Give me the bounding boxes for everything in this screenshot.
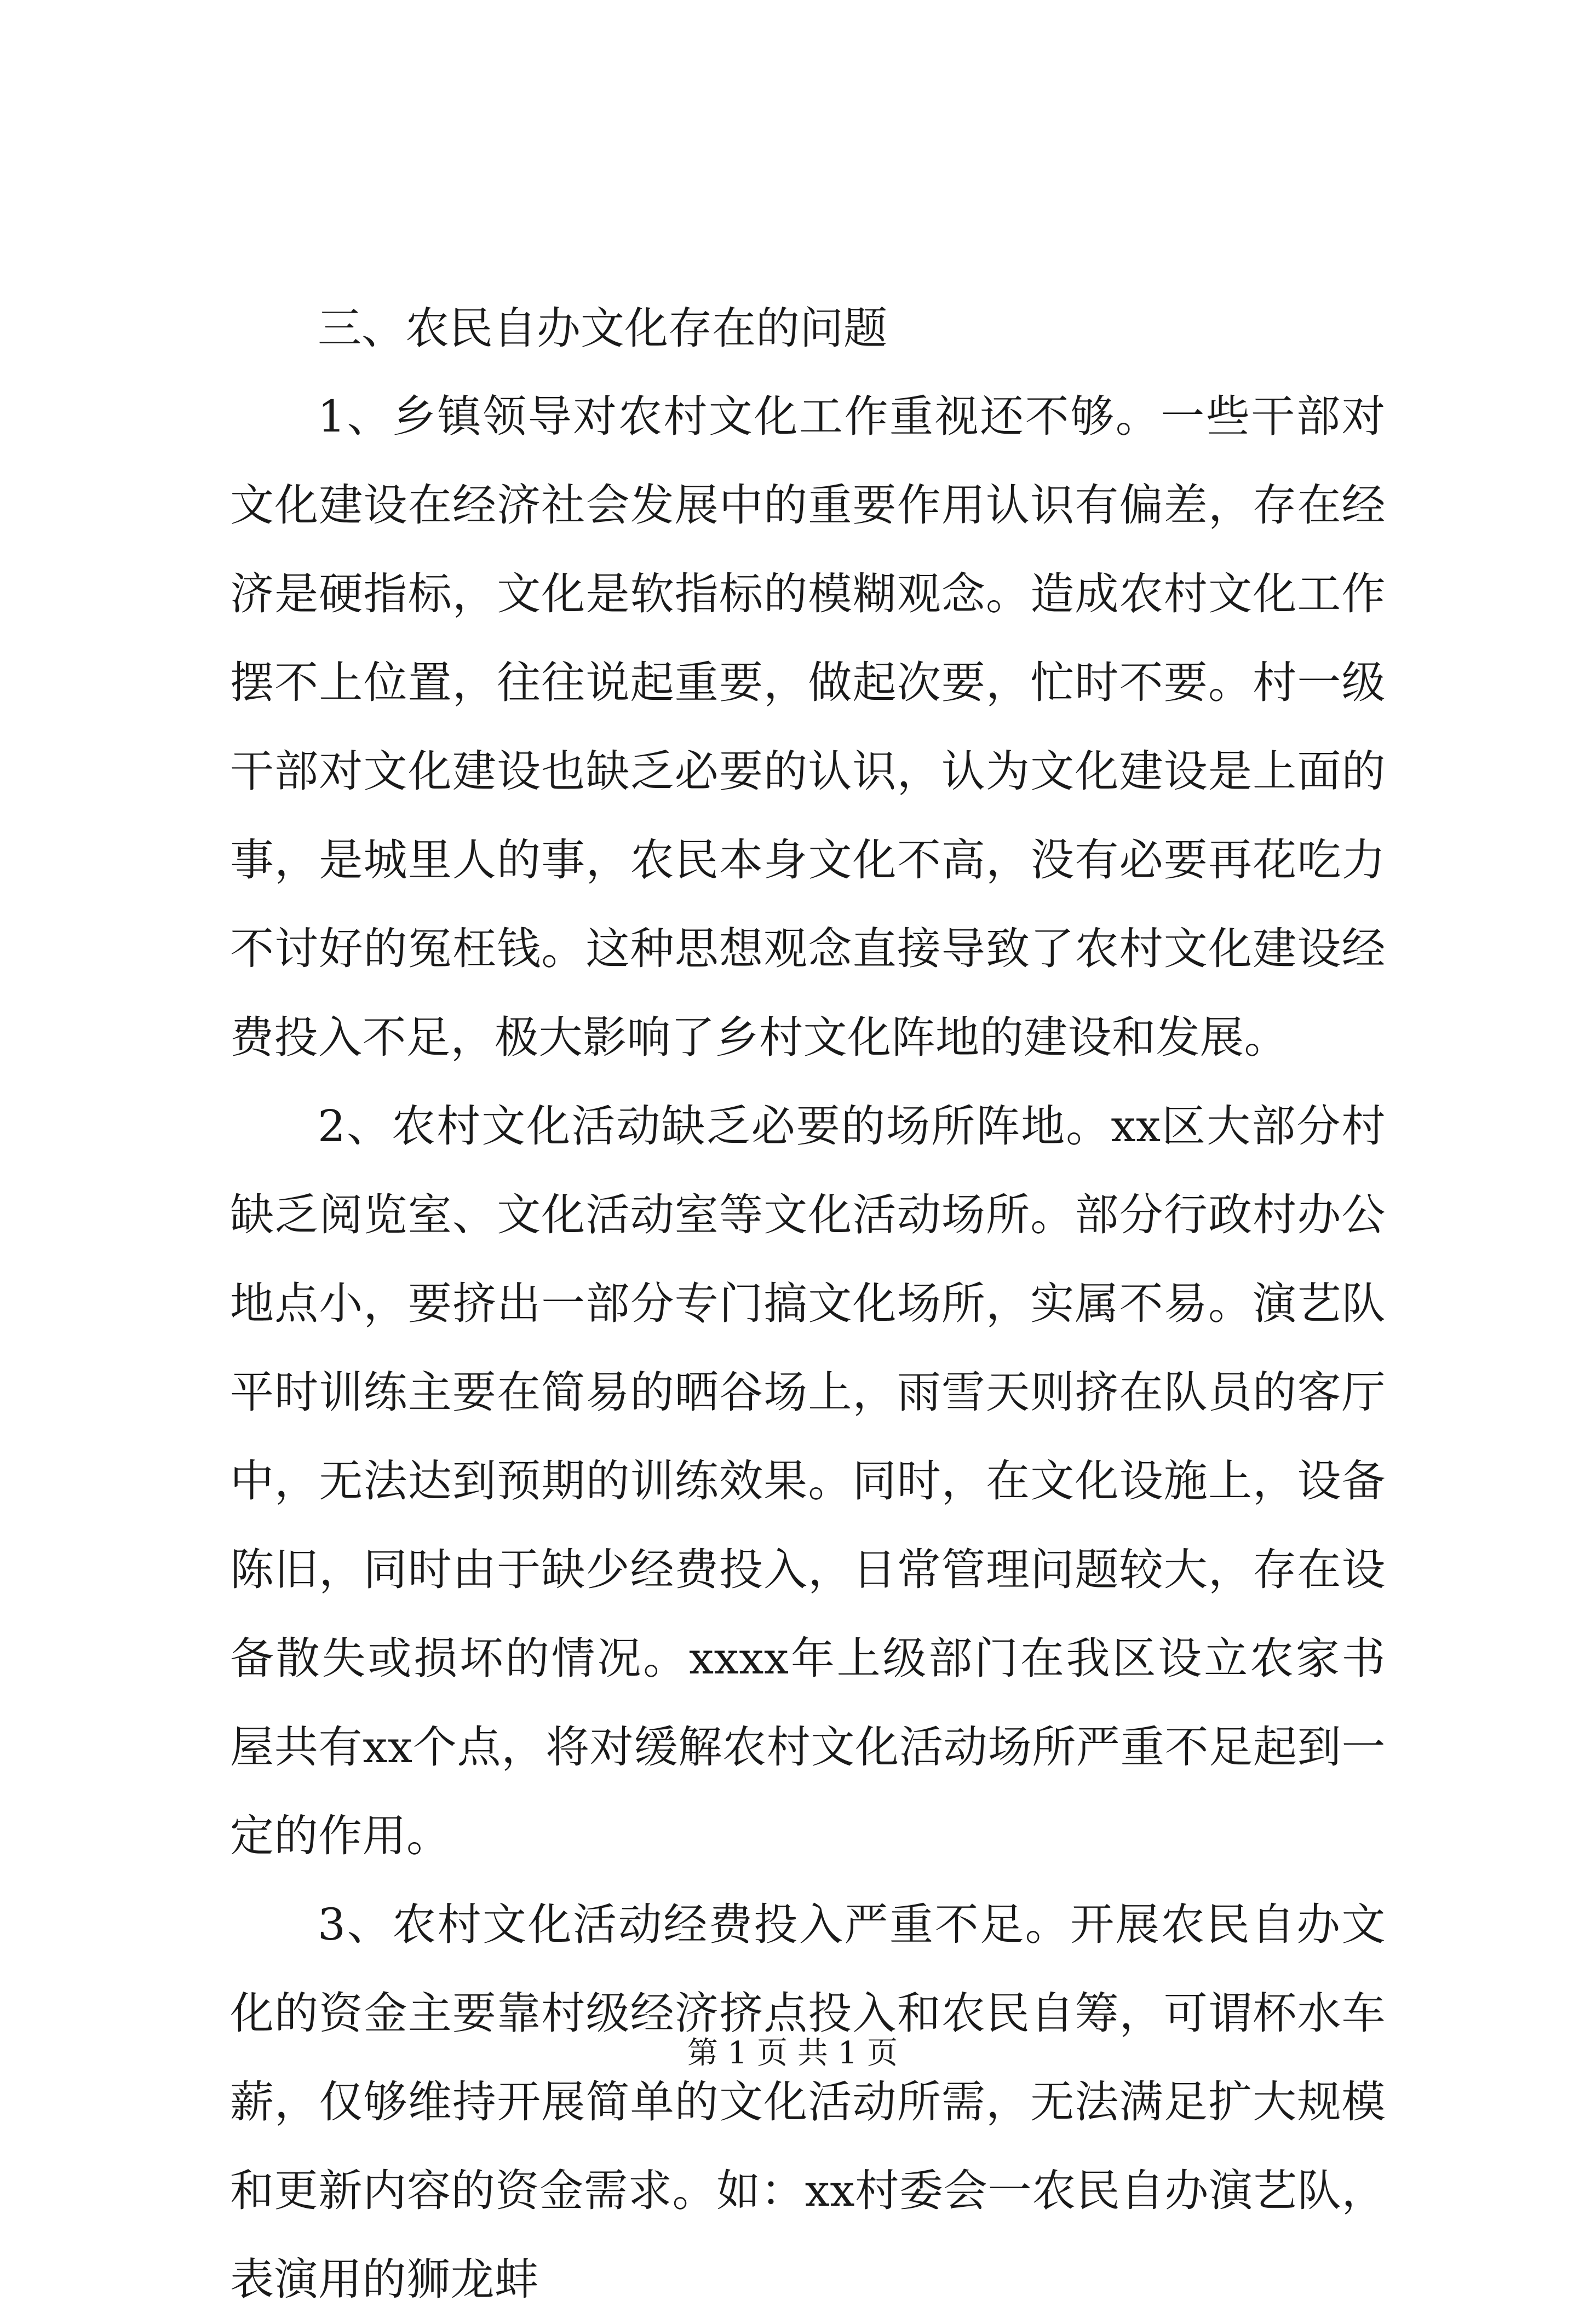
document-body [230,285,1386,2324]
paragraph-2: 2、农村文化活动缺乏必要的场所阵地。xx区大部分村缺乏阅览室、文化活动室等文化活动场所。部分行政村办公地点小，要挤出一部分专门搞文化场所，实属不易。演艺队平时训练主要在简易的晒谷场上，雨雪天则挤在队员的客厅中，无法达到预期的训练效果。同时，在文化设施上，设备陈旧，同时由于缺少经费投入，日常管理问题较大，存在设备散失或损坏的情况。xxxx年上级部门在我区设立农家书屋共有xx个点，将对缓解农村文化活动场所严重不足起到一定的作用。 [230,1101,1386,1861]
paragraph-1: 1、乡镇领导对农村文化工作重视还不够。一些干部对文化建设在经济社会发展中的重要作用认识有偏差，存在经济是硬指标，文化是软指标的模糊观念。造成农村文化工作摆不上位置，往往说起重要，做起次要，忙时不要。村一级干部对文化建设也缺乏必要的认识，认为文化建设是上面的事，是城里人的事，农民本身文化不高，没有必要再花吃力不讨好的冤枉钱。这种思想观念直接导致了农村文化建设经费投入不足，极大影响了乡村文化阵地的建设和发展。 [230,391,1386,1063]
page-footer: 第 1 页 共 1 页 [687,2035,898,2071]
section-heading: 三、农民自办文化存在的问题 [318,303,887,354]
paragraph-3: 3、农村文化活动经费投入严重不足。开展农民自办文化的资金主要靠村级经济挤点投入和农民自筹，可谓杯水车薪，仅够维持开展简单的文化活动所需，无法满足扩大规模和更新内容的资金需求。如：xx村委会一农民自办演艺队，表演用的狮龙蚌 [230,1899,1386,2305]
